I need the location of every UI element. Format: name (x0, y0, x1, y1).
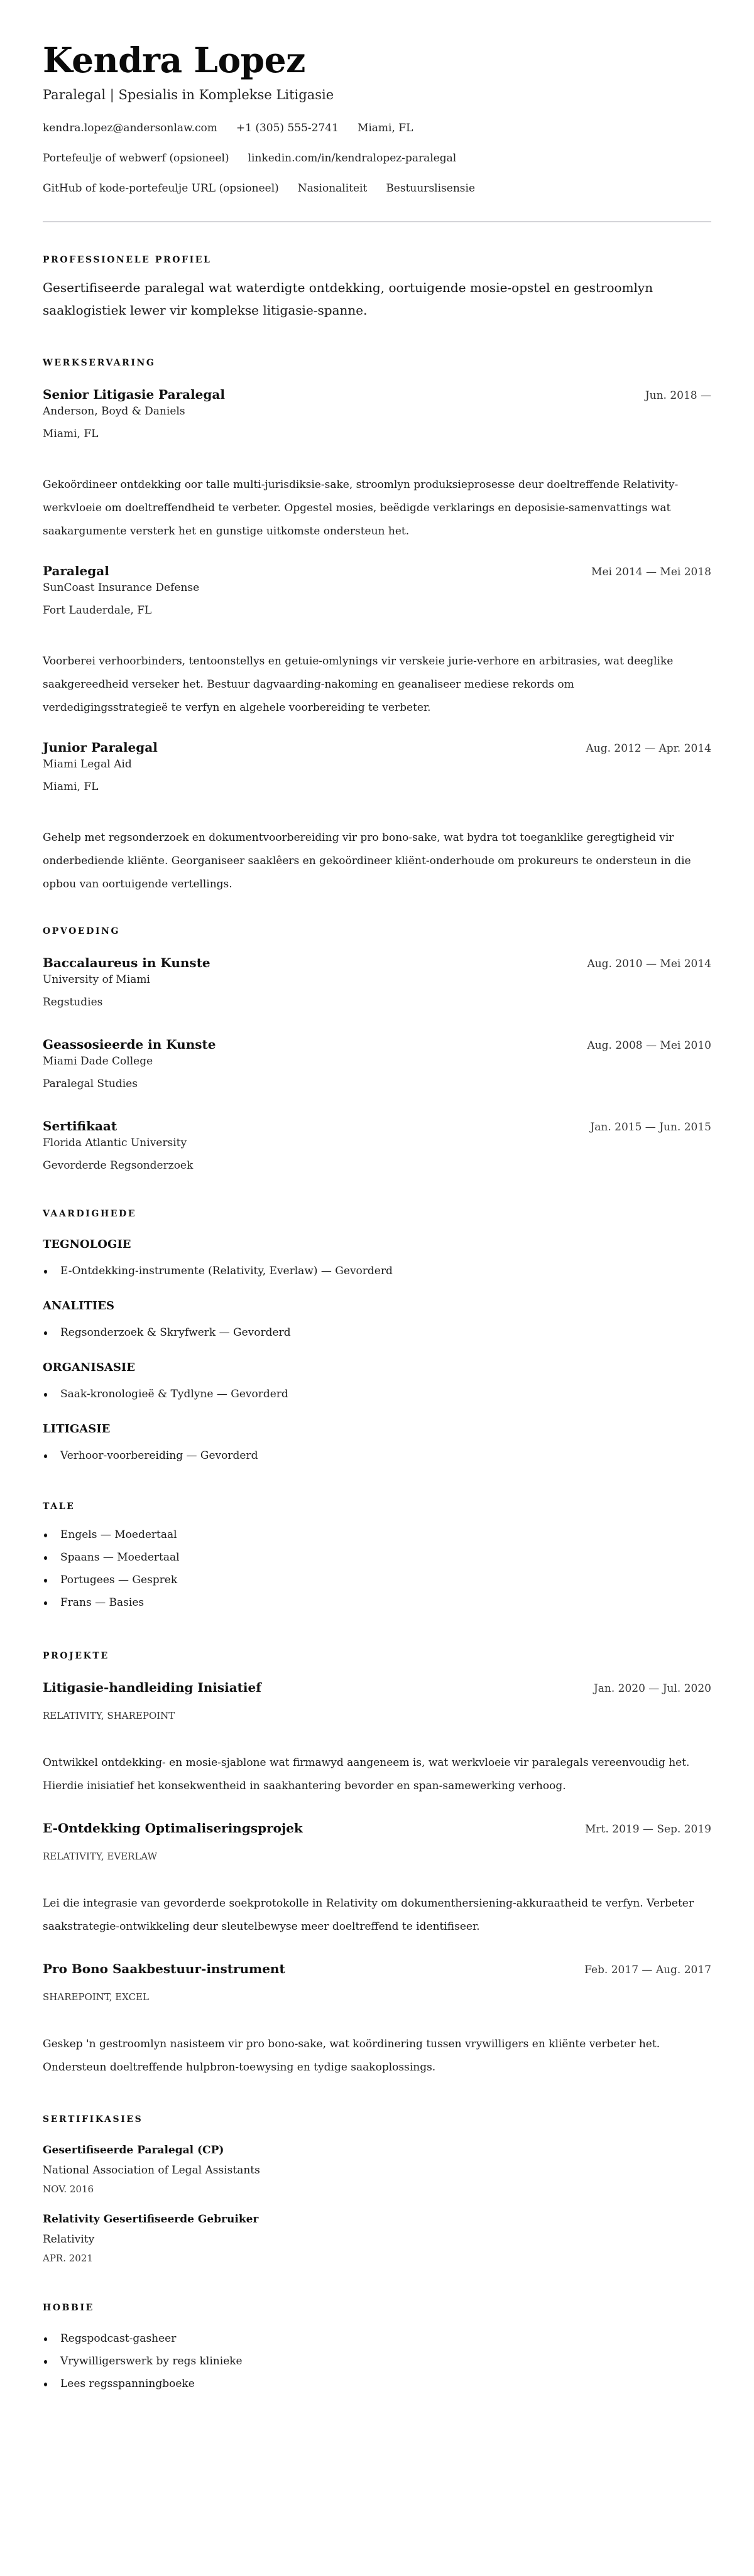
candidate-name: Kendra Lopez (43, 40, 305, 80)
job-dates: Jun. 2018 — (645, 389, 711, 402)
skill-item: Regsonderzoek & Skryfwerk — Gevorderd (43, 1324, 711, 1341)
skill-item: E-Ontdekking-instrumente (Relativity, Everlaw) — Gevorderd (43, 1263, 711, 1279)
education-entry (43, 1117, 711, 1174)
project-description: Lei die integrasie van gevorderde soekprotokolle in Relativity om dokumenthersiening-akkuraatheid te verfyn. Verbeter saakstrategie-ontwikkeling deur sleutelbewyse meer doeltreffend te identifiseer. (43, 1897, 694, 1933)
skill-item: Verhoor-voorbereiding — Gevorderd (43, 1448, 711, 1464)
degree-title: Baccalaureus in Kunste (43, 955, 210, 970)
project-title: E-Ontdekking Optimaliseringsprojek (43, 1821, 303, 1836)
skill-group (43, 1360, 711, 1402)
project-dates: Mrt. 2019 — Sep. 2019 (585, 1823, 711, 1836)
contact-location: Miami, FL (357, 122, 413, 134)
language-item: Engels — Moedertaal (43, 1527, 711, 1543)
skill-category: ORGANISASIE (43, 1361, 135, 1374)
field-of-study: Regstudies (43, 996, 103, 1009)
job-location: Miami, FL (43, 781, 99, 793)
contact-row-links (43, 151, 711, 166)
field-of-study: Paralegal Studies (43, 1078, 138, 1090)
education-section (43, 925, 711, 1174)
section-title-skills: VAARDIGHEDE (43, 1209, 137, 1219)
work-entry (43, 739, 711, 896)
project-dates: Jan. 2020 — Jul. 2020 (593, 1682, 711, 1695)
degree-title: Geassosieerde in Kunste (43, 1037, 216, 1052)
degree-title: Sertifikaat (43, 1118, 117, 1134)
job-description: Gekoördineer ontdekking oor talle multi-jurisdiksie-sake, stroomlyn produksieprosesse deur doeltreffende Relativity-werkvloeie om doeltreffendheid te verbeter. Opgestel mosies, beëdigde verklarings en deposisie-samenvattings wat saakargumente versterk het en gunstige uitkomste ondersteun het. (43, 479, 679, 538)
job-company: SunCoast Insurance Defense (43, 582, 200, 594)
project-dates: Feb. 2017 — Aug. 2017 (584, 1964, 711, 1976)
project-title: Pro Bono Saakbestuur-instrument (43, 1961, 285, 1976)
skill-item: Saak-kronologieë & Tydlyne — Gevorderd (43, 1386, 711, 1402)
job-company: Anderson, Boyd & Daniels (43, 405, 185, 418)
certification-issuer: National Association of Legal Assistants (43, 2164, 260, 2177)
education-entry (43, 954, 711, 1010)
job-title: Junior Paralegal (43, 740, 158, 755)
certification-entry (43, 2142, 711, 2196)
contact-drivers-license: Bestuurslisensie (386, 182, 475, 195)
skill-category: ANALITIES (43, 1299, 114, 1312)
hobby-item: Vrywilligerswerk by regs klinieke (43, 2353, 711, 2369)
section-title-profile: PROFESSIONELE PROFIEL (43, 255, 212, 265)
projects-list (43, 1679, 711, 2079)
contact-phone[interactable]: +1 (305) 555-2741 (236, 122, 339, 134)
work-section (43, 357, 711, 896)
candidate-headline: Paralegal | Spesialis in Komplekse Litigasie (43, 87, 334, 102)
project-entry (43, 1679, 711, 1798)
school-name: Miami Dade College (43, 1055, 153, 1068)
work-list (43, 386, 711, 896)
school-name: University of Miami (43, 973, 150, 986)
hobbies-list (43, 2330, 711, 2392)
skills-section (43, 1208, 711, 1464)
education-list (43, 954, 711, 1174)
section-title-work: WERKSERVARING (43, 358, 156, 368)
work-entry (43, 386, 711, 543)
languages-list (43, 1527, 711, 1611)
school-name: Florida Atlantic University (43, 1137, 187, 1149)
education-dates: Jan. 2015 — Jun. 2015 (590, 1121, 711, 1134)
skill-category: TEGNOLOGIE (43, 1238, 131, 1251)
resume-header (43, 38, 711, 222)
education-entry (43, 1036, 711, 1092)
hobby-item: Regspodcast-gasheer (43, 2330, 711, 2347)
header-divider (43, 221, 711, 222)
job-company: Miami Legal Aid (43, 758, 132, 771)
hobby-item: Lees regsspanningboeke (43, 2376, 711, 2392)
section-title-certifications: SERTIFIKASIES (43, 2114, 143, 2124)
project-title: Litigasie-handleiding Inisiatief (43, 1680, 261, 1695)
profile-summary: Gesertifiseerde paralegal wat waterdigte ontdekking, oortuigende mosie-opstel en gestroomlyn saaklogistiek lewer vir komplekse litigasie-spanne. (43, 280, 653, 318)
job-description: Gehelp met regsonderzoek en dokumentvoorbereiding vir pro bono-sake, wat bydra tot toeganklike geregtigheid vir onderbediende kliënte. Georganiseer saaklêers en gekoördineer kliënt-onderhoude om prokureurs te ondersteun in die opbou van oortuigende vertellings. (43, 831, 691, 890)
section-title-education: OPVOEDING (43, 926, 121, 936)
language-item: Portugees — Gesprek (43, 1572, 711, 1588)
job-title: Senior Litigasie Paralegal (43, 387, 225, 402)
project-entry (43, 1819, 711, 1939)
job-location: Miami, FL (43, 428, 99, 440)
language-item: Spaans — Moedertaal (43, 1549, 711, 1566)
certification-title: Relativity Gesertifiseerde Gebruiker (43, 2213, 259, 2226)
certification-issuer: Relativity (43, 2233, 95, 2246)
certification-date: APR. 2021 (43, 2253, 93, 2264)
contact-linkedin[interactable]: linkedin.com/in/kendralopez-paralegal (248, 152, 457, 165)
job-location: Fort Lauderdale, FL (43, 604, 152, 617)
contact-email[interactable]: kendra.lopez@andersonlaw.com (43, 122, 217, 134)
section-title-languages: TALE (43, 1502, 75, 1512)
contact-row-extra (43, 181, 711, 196)
contact-row-primary (43, 121, 711, 136)
language-item: Frans — Basies (43, 1594, 711, 1611)
skill-category: LITIGASIE (43, 1422, 111, 1436)
certifications-list (43, 2142, 711, 2265)
languages-section (43, 1500, 711, 1611)
section-title-hobbies: HOBBIE (43, 2303, 94, 2313)
projects-section (43, 1650, 711, 2079)
contact-portfolio[interactable]: Portefeulje of webwerf (opsioneel) (43, 152, 229, 165)
project-description: Geskep 'n gestroomlyn nasisteem vir pro bono-sake, wat koördinering tussen vrywilligers en kliënte verbeter het. Ondersteun doeltreffende hulpbron-toewysing en tydige saakoplossings. (43, 2038, 660, 2074)
skill-group (43, 1298, 711, 1341)
profile-section (43, 254, 711, 322)
certification-entry (43, 2211, 711, 2265)
job-description: Voorberei verhoorbinders, tentoonstellys en getuie-omlynings vir verskeie jurie-verhore en arbitrasies, wat deeglike saakgereedheid verseker het. Bestuur dagvaarding-nakoming en geanaliseer mediese rekords om verdedigingsstrategieë te verfyn en algehele voorbereiding te verbeter. (43, 655, 674, 714)
contact-github[interactable]: GitHub of kode-portefeulje URL (opsioneel) (43, 182, 279, 195)
job-dates: Aug. 2012 — Apr. 2014 (586, 742, 711, 755)
section-title-projects: PROJEKTE (43, 1651, 109, 1661)
project-entry (43, 1960, 711, 2079)
skill-group (43, 1237, 711, 1279)
hobbies-section (43, 2302, 711, 2392)
job-dates: Mei 2014 — Mei 2018 (591, 566, 711, 578)
skill-group (43, 1421, 711, 1464)
project-description: Ontwikkel ontdekking- en mosie-sjablone wat firmawyd aangeneem is, wat werkvloeie vir paralegals vereenvoudig het. Hierdie inisiatief het konsekwentheid in saakhantering bevorder en span-samewerking verhoog. (43, 1756, 690, 1792)
certification-date: NOV. 2016 (43, 2184, 94, 2195)
education-dates: Aug. 2010 — Mei 2014 (587, 958, 711, 970)
contact-nationality: Nasionaliteit (297, 182, 368, 195)
job-title: Paralegal (43, 563, 109, 578)
certifications-section (43, 2113, 711, 2265)
work-entry (43, 562, 711, 720)
field-of-study: Gevorderde Regsonderzoek (43, 1159, 194, 1172)
project-tech-tags: SHAREPOINT, EXCEL (43, 1991, 149, 2003)
education-dates: Aug. 2008 — Mei 2010 (587, 1039, 711, 1052)
certification-title: Gesertifiseerde Paralegal (CP) (43, 2144, 224, 2157)
project-tech-tags: RELATIVITY, EVERLAW (43, 1851, 158, 1862)
project-tech-tags: RELATIVITY, SHAREPOINT (43, 1710, 175, 1721)
